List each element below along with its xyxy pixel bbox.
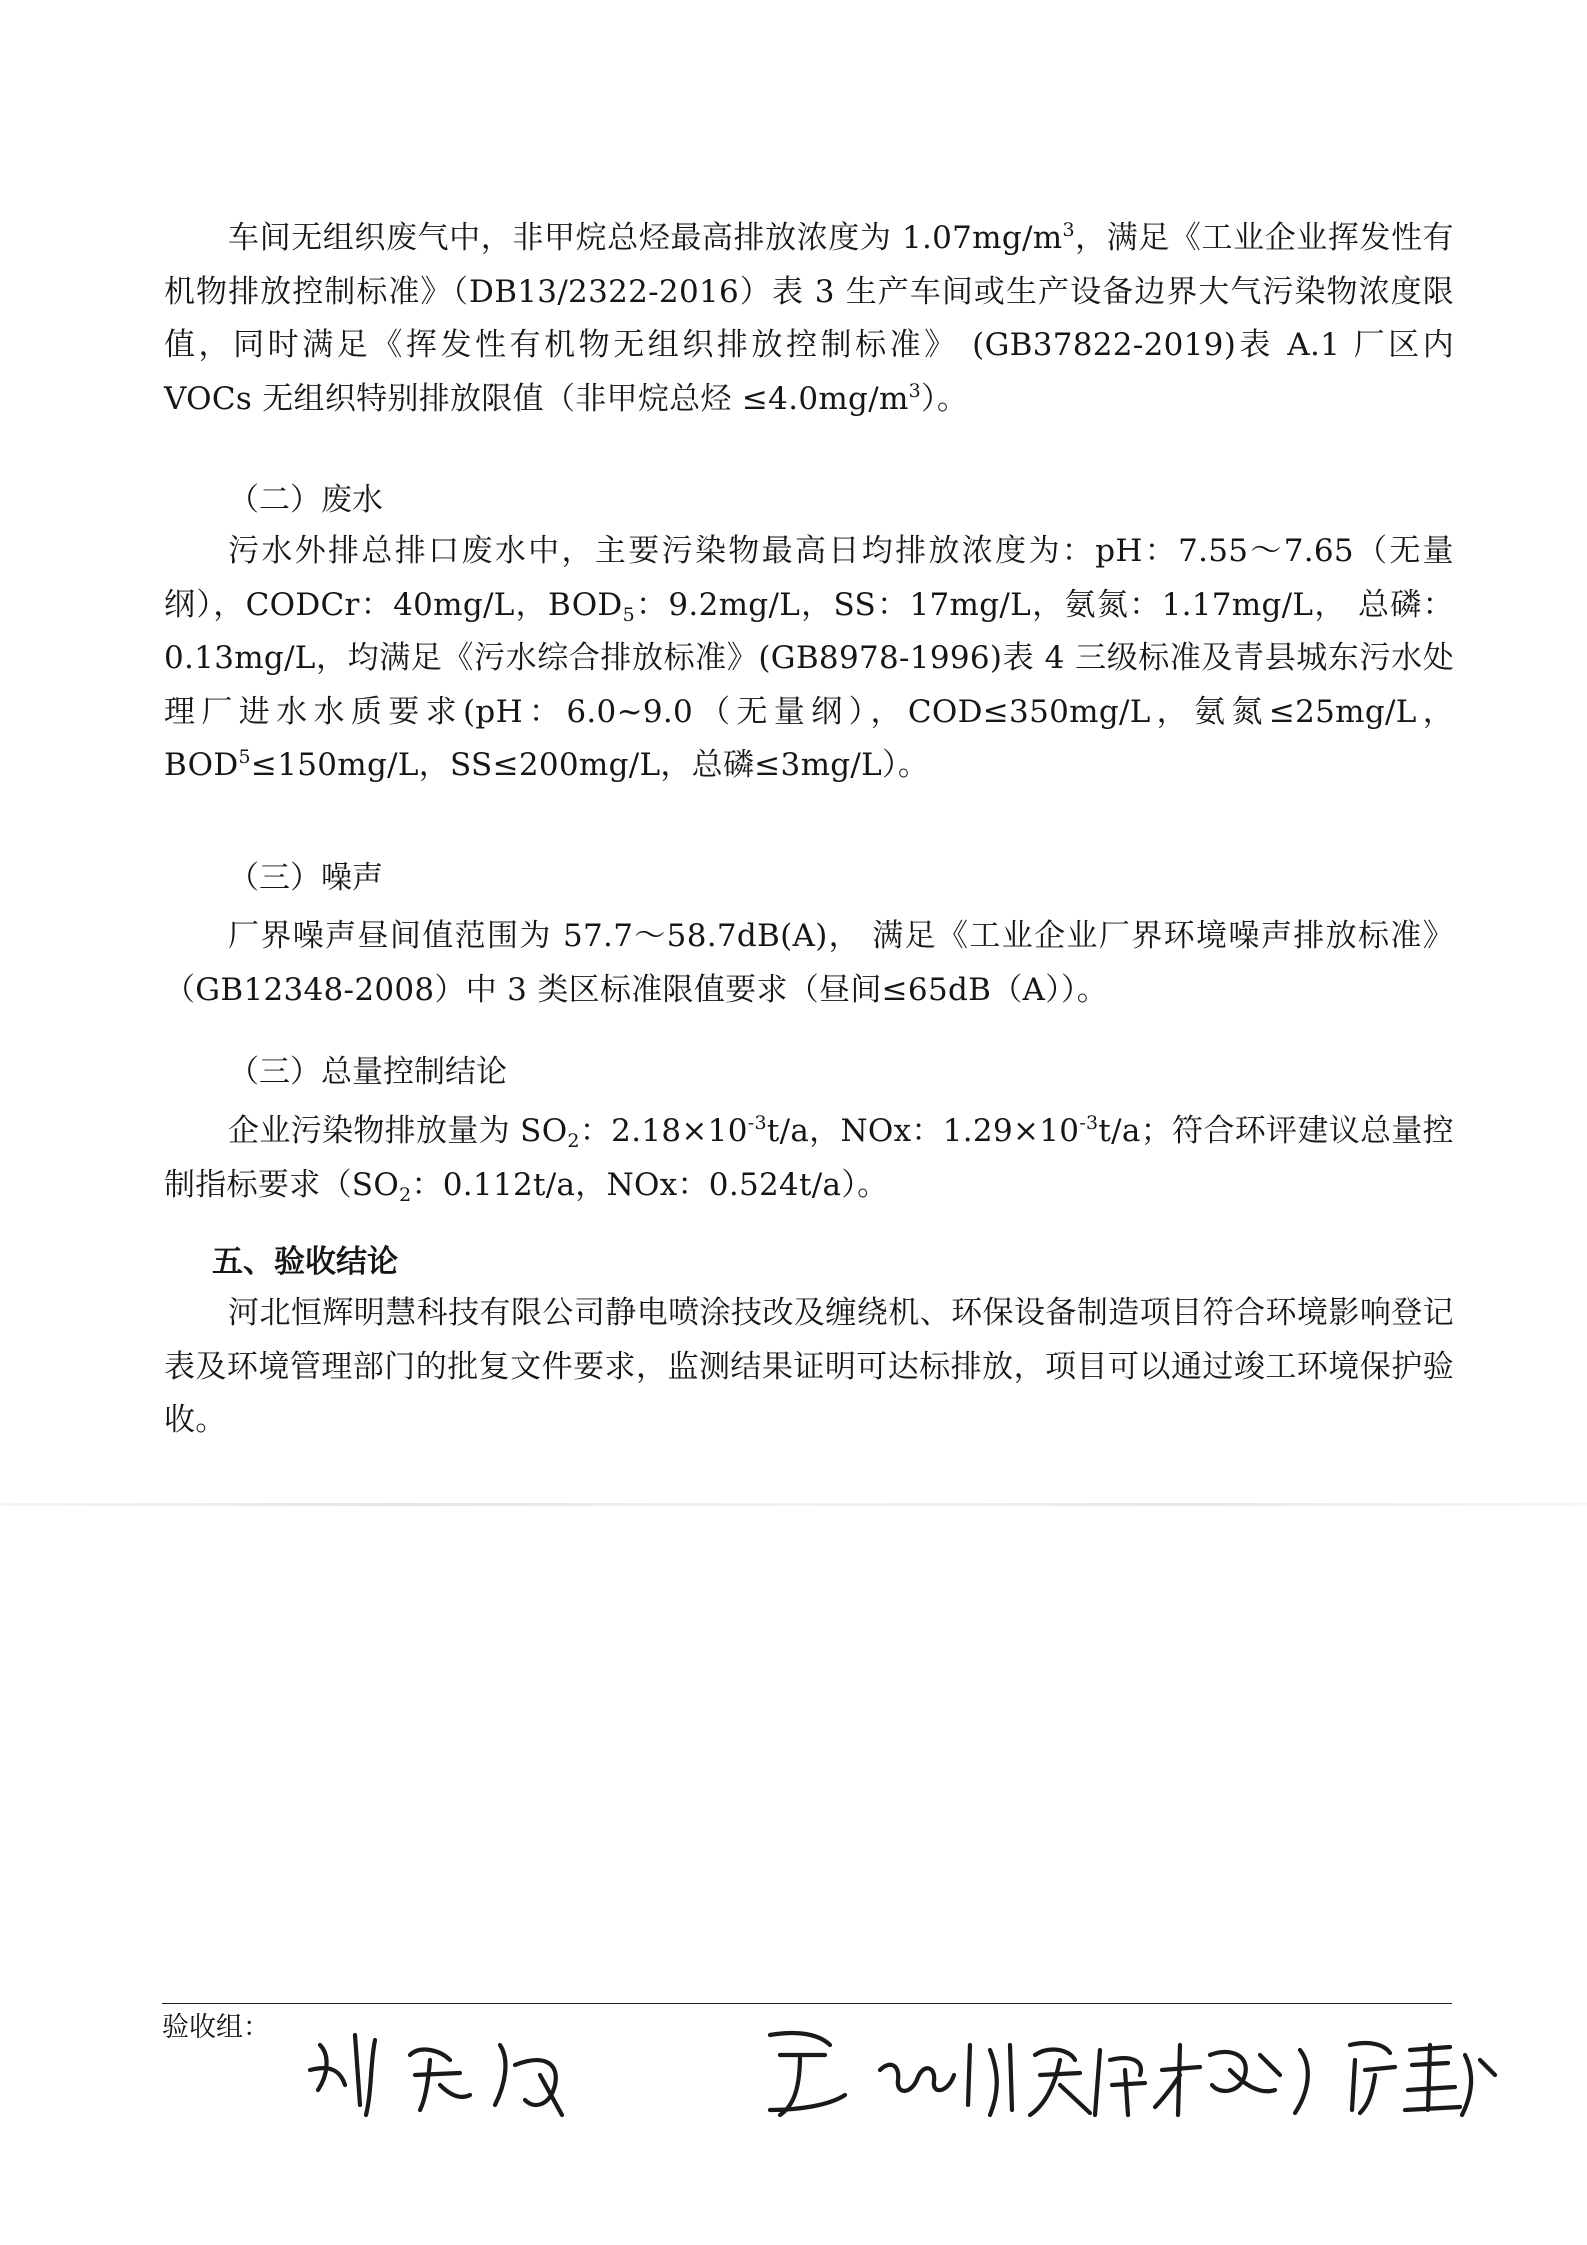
paragraph-acceptance-conclusion: 河北恒辉明慧科技有限公司静电喷涂技改及缠绕机、环保设备制造项目符合环境影响登记表及环境管理部门的批复文件要求，监测结果证明可达标排放，项目可以通过竣工环境保护验收。 <box>164 1295 1454 1438</box>
signature-4 <box>1155 2045 1308 2115</box>
signature-5 <box>1350 2043 1495 2115</box>
scan-artifact-line <box>0 1503 1587 1506</box>
signature-1 <box>310 2035 562 2115</box>
signature-2 <box>770 2033 1012 2115</box>
heading-wastewater: （二）废水 <box>228 482 383 518</box>
paragraph-noise: 厂界噪声昼间值范围为 57.7～58.7dB(A)， 满足《工业企业厂界环境噪声排放标准》（GB12348-2008）中 3 类区标准限值要求（昼间≤65dB（A））。 <box>164 918 1454 1008</box>
signature-rule <box>162 2003 1452 2004</box>
paragraph-total-control: 企业污染物排放量为 $SO_2$：$2.18\times 10^{-3}t/a$，NOx：$1.29\times 10^{-3}t/a$；符合环评建议总量控制指标要求（$SO_2$：0.112t/a，NOx：0.524t/a）。 <box>164 1112 1454 1206</box>
heading-noise: （三）噪声 <box>228 860 383 896</box>
heading-total-control: （三）总量控制结论 <box>228 1054 507 1090</box>
heading-acceptance-conclusion: 五、验收结论 <box>212 1244 398 1280</box>
paragraph-voc-emission: 车间无组织废气中，非甲烷总烃最高排放浓度为 $1.07mg/m^3$，满足《工业企业挥发性有机物排放控制标准》（DB13/2322-2016）表 3 生产车间或生产设备边界大气污染物浓度限值，同时满足《挥发性有机物无组织排放控制标准》 (GB37822-2019)表 A.1 厂区内 VOCs 无组织特别排放限值（非甲烷总烃 $\le 4.0mg/m^3$）。 <box>164 219 1454 417</box>
signature-label: 验收组： <box>162 2012 270 2043</box>
paragraph-wastewater: 污水外排总排口废水中，主要污染物最高日均排放浓度为：pH：7.55～7.65（无量纲），CODCr：40mg/L，$BOD_5$：9.2mg/L，SS：17mg/L，氨氮：1.17mg/L， 总磷：0.13mg/L，均满足《污水综合排放标准》(GB8978-1996)表 4 三级标准及青县城东污水处理厂进水水质要求(pH：6.0~9.0（无量纲），COD≤350mg/L，氨氮≤25mg/L，$BOD^5\le 150mg/L$，SS≤200mg/L，总磷≤3mg/L）。 <box>164 533 1454 783</box>
handwritten-signatures <box>300 2015 1500 2135</box>
signature-3 <box>1030 2050 1145 2115</box>
